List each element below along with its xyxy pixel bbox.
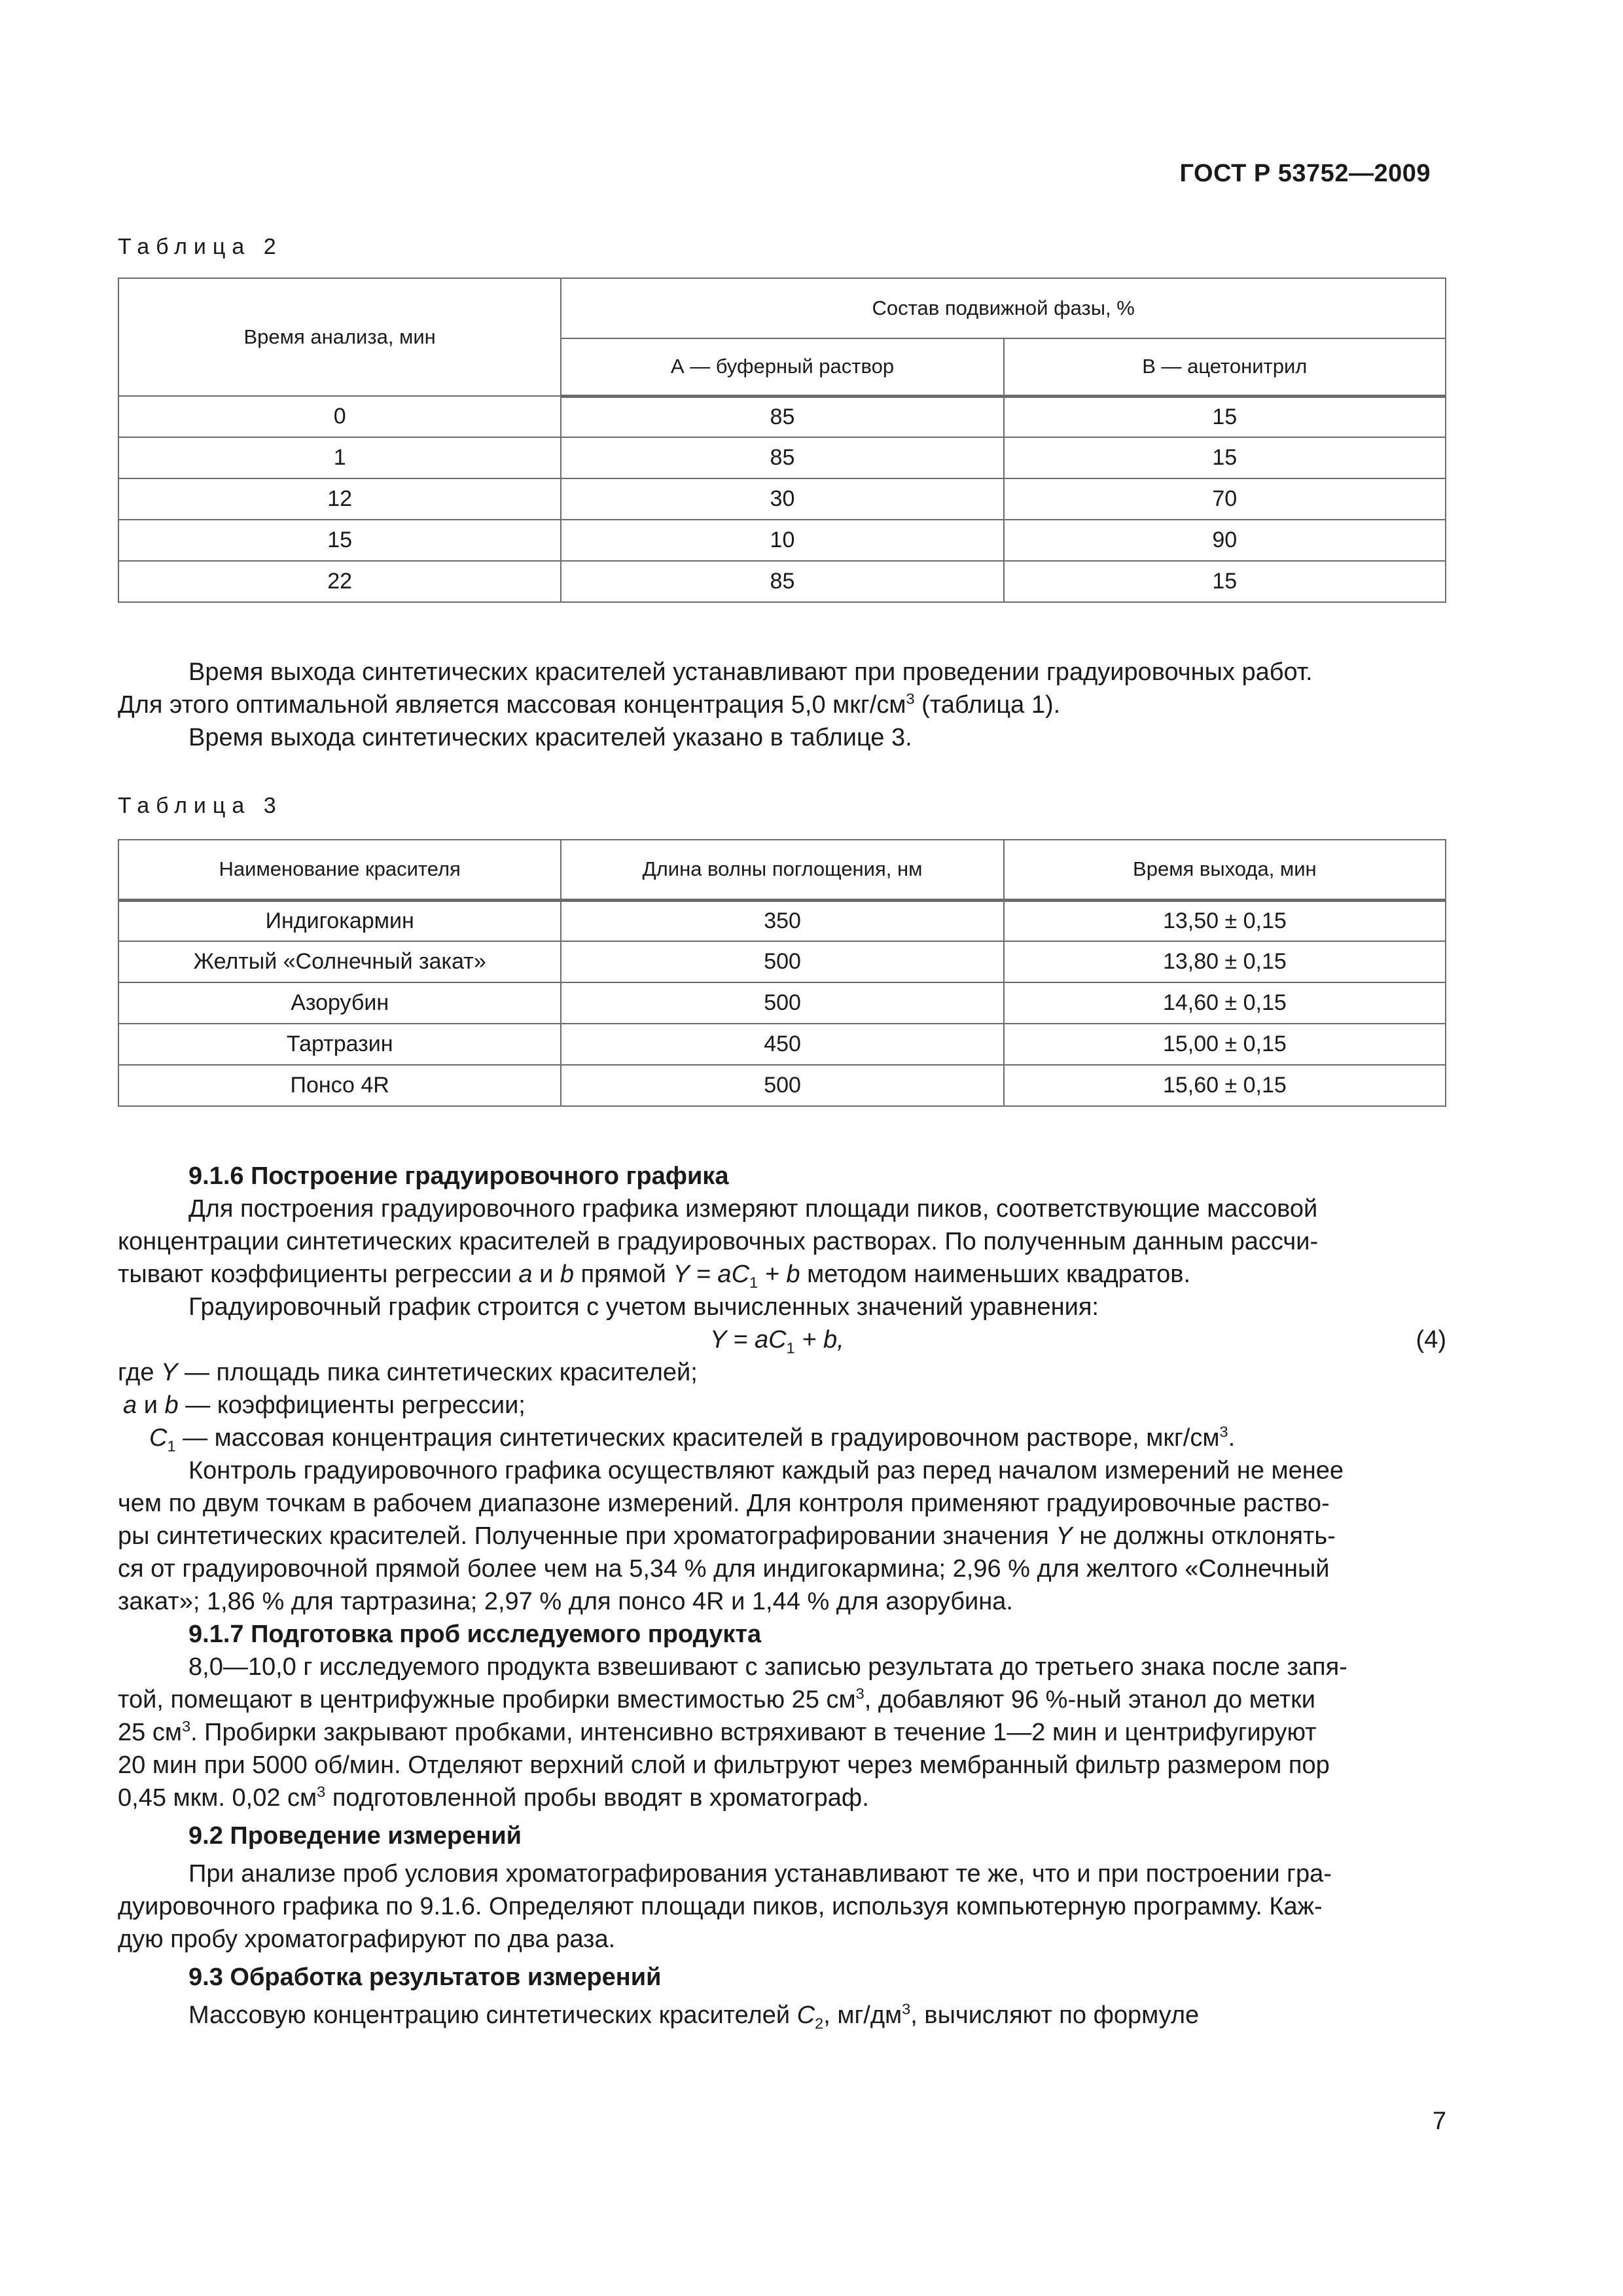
text-line: дуировочного графика по 9.1.6. Определяют площади пиков, используя компьютерную программу. Каж- [118,1893,1323,1920]
table-cell: 500 [561,982,1003,1024]
text-line: тывают коэффициенты регрессии a и b прямой $Y = aC_1 + b$ методом наименьших квадратов. [118,1261,1191,1291]
table-cell: 0 [118,396,561,437]
text-line: концентрации синтетических красителей в градуировочных растворах. По полученным данным рассчи- [118,1228,1319,1255]
page-number: 7 [1432,2108,1446,2135]
text-line: a и b — коэффициенты регрессии; [123,1391,526,1419]
table-cell: 500 [561,1065,1003,1106]
table-3 [118,839,1446,1107]
text-line: 25 $см^3$. Пробирки закрывают пробками, интенсивно встряхивают в течение 1—2 мин и центрифугируют [118,1717,1317,1746]
table-cell: 85 [561,396,1003,437]
table-2-header-a: А — буферный раствор [561,338,1003,396]
table-row [118,1024,1446,1065]
table-row [118,1065,1446,1106]
text-line: 0,45 мкм. 0,02 $см^3$ подготовленной пробы вводят в хроматограф. [118,1783,869,1812]
text-line: Время выхода синтетических красителей устанавливают при проведении градуировочных работ. [188,658,1313,686]
table-cell: 12 [118,478,561,520]
formula-number: (4) [1416,1326,1446,1354]
section-heading-9-3: 9.3 Обработка результатов измерений [188,1964,662,1991]
table-cell: 13,80 ± 0,15 [1004,941,1446,982]
table-cell: 15,00 ± 0,15 [1004,1024,1446,1065]
table-2-header-time: Время анализа, мин [118,278,561,396]
table-row [118,478,1446,520]
table-cell: 15 [1004,396,1446,437]
table-cell: 14,60 ± 0,15 [1004,982,1446,1024]
section-heading-9-1-6: 9.1.6 Построение градуировочного графика [188,1162,729,1190]
text-line: той, помещают в центрифужные пробирки вместимостью 25 $см^3$, добавляют 96 %-ный этанол до метки [118,1685,1315,1713]
table-2-header-phase: Состав подвижной фазы, % [561,278,1446,338]
table-2-caption: Таблица 2 [118,234,283,259]
table-cell: Индигокармин [118,900,561,941]
table-3-header-time: Время выхода, мин [1004,840,1446,900]
text-line: Для построения градуировочного графика измеряют площади пиков, соответствующие массовой [188,1195,1318,1223]
text-line: 8,0—10,0 г исследуемого продукта взвешивают с записью результата до третьего знака после запя- [188,1653,1347,1681]
formula-4: $Y = aC_1 + b$, (4) [118,1323,1446,1356]
table-row [118,396,1446,437]
table-cell: 15 [1004,561,1446,602]
table-3-caption: Таблица 3 [118,793,283,818]
section-heading-9-2: 9.2 Проведение измерений [188,1822,522,1850]
table-row [118,520,1446,561]
table-cell: 22 [118,561,561,602]
table-row [118,941,1446,982]
text-line: Градуировочный график строится с учетом вычисленных значений уравнения: [188,1293,1099,1321]
table-cell: 500 [561,941,1003,982]
text-line: Контроль градуировочного графика осуществляют каждый раз перед началом измерений не менее [188,1457,1344,1484]
text-line: ры синтетических красителей. Полученные при хроматографировании значения Y не должны отклонять- [118,1522,1336,1550]
paragraph-retention-time [118,656,1446,754]
table-cell: 350 [561,900,1003,941]
table-cell: Понсо 4R [118,1065,561,1106]
table-3-header-name: Наименование красителя [118,840,561,900]
text-line: дую пробу хроматографируют по два раза. [118,1926,616,1953]
text-line: Время выхода синтетических красителей указано в таблице 3. [188,724,912,751]
section-heading-9-1-7: 9.1.7 Подготовка проб исследуемого продукта [188,1621,762,1648]
table-cell: Желтый «Солнечный закат» [118,941,561,982]
table-cell: 15,60 ± 0,15 [1004,1065,1446,1106]
text-line: ся от градуировочной прямой более чем на 5,34 % для индигокармина; 2,96 % для желтого «Солнечный [118,1555,1330,1583]
text-line: 20 мин при 5000 об/мин. Отделяют верхний слой и фильтруют через мембранный фильтр размером пор [118,1751,1330,1779]
table-row [118,982,1446,1024]
table-cell: 15 [118,520,561,561]
text-line: Для этого оптимальной является массовая концентрация 5,0 мкг/$см^3$ (таблица 1). [118,690,1061,719]
table-2-header-b: В — ацетонитрил [1004,338,1446,396]
table-cell: 10 [561,520,1003,561]
table-2 [118,278,1446,603]
standard-code: ГОСТ Р 53752—2009 [1179,160,1431,187]
table-cell: 1 [118,437,561,478]
table-cell: 70 [1004,478,1446,520]
text-line: чем по двум точкам в рабочем диапазоне измерений. Для контроля применяют градуировочные раство- [118,1490,1330,1517]
table-cell: 450 [561,1024,1003,1065]
body-text [118,1160,1446,2032]
table-cell: 85 [561,561,1003,602]
table-cell: Азорубин [118,982,561,1024]
table-3-header-wavelength: Длина волны поглощения, нм [561,840,1003,900]
table-cell: 30 [561,478,1003,520]
table-cell: 15 [1004,437,1446,478]
text-line: Массовую концентрацию синтетических красителей $C_2$, $мг/дм^3$, вычисляют по формуле [188,2000,1200,2032]
table-row [118,437,1446,478]
table-cell: 90 [1004,520,1446,561]
table-cell: 85 [561,437,1003,478]
table-cell: 13,50 ± 0,15 [1004,900,1446,941]
text-line: закат»; 1,86 % для тартразина; 2,97 % для понсо 4R и 1,44 % для азорубина. [118,1588,1013,1615]
table-row [118,561,1446,602]
table-row [118,900,1446,941]
text-line: где Y — площадь пика синтетических красителей; [118,1359,698,1386]
text-line: $C_1$ — массовая концентрация синтетических красителей в градуировочном растворе, мкг/$см^3$. [149,1423,1236,1455]
text-line: При анализе проб условия хроматографирования устанавливают те же, что и при построении гра- [188,1860,1332,1888]
table-cell: Тартразин [118,1024,561,1065]
